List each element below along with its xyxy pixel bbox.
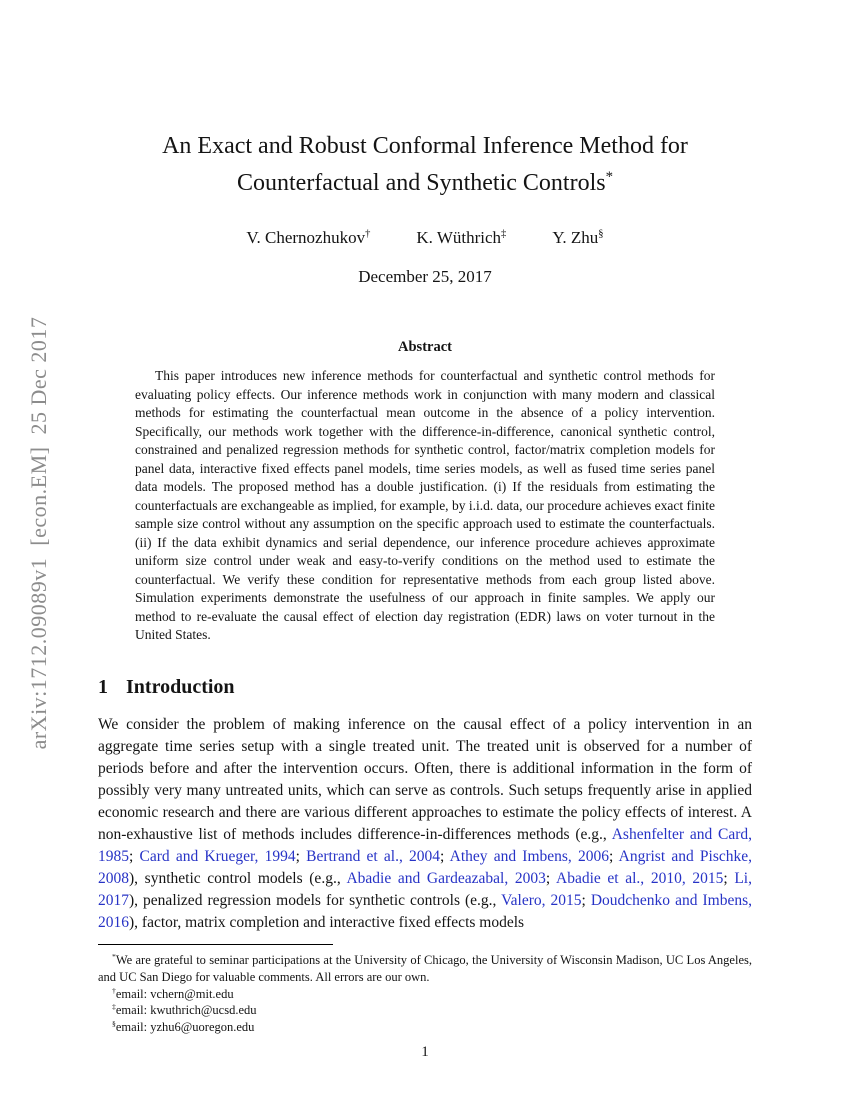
section-heading	[98, 676, 752, 699]
paper-title	[0, 128, 850, 202]
text-segment: ;	[609, 848, 619, 865]
intro-paragraph	[98, 714, 752, 934]
citation-link[interactable]: Card and Krueger, 1994	[139, 848, 296, 865]
title-footnote-mark: *	[605, 169, 614, 185]
section-number: 1	[98, 676, 108, 698]
author-list	[0, 228, 850, 248]
citation-link[interactable]: Angrist and Pischke, 2008	[98, 848, 752, 887]
footnote-mark: §	[112, 1019, 116, 1029]
title-line-2-text: Counterfactual and Synthetic Controls	[236, 170, 606, 196]
title-line-1: An Exact and Robust Conformal Inference Method for	[162, 133, 688, 159]
footnote-mark: ‡	[112, 1002, 116, 1012]
paper-date: December 25, 2017	[358, 267, 492, 286]
author-footnote-mark: ‡	[501, 228, 507, 240]
author-name: V. Chernozhukov	[246, 228, 366, 247]
text-segment: ), factor, matrix completion and interactive fixed effects models	[129, 914, 525, 931]
section-title: Introduction	[126, 676, 235, 698]
footnote-email-3	[98, 1019, 752, 1036]
text-segment: ), penalized regression models for synthetic controls (e.g.,	[129, 892, 502, 909]
page-number: 1	[421, 1044, 429, 1060]
footnote-text: We are grateful to seminar participations at the University of Chicago, the University of Wisconsin Madison, UC Los Angeles, and UC San Diego for valuable comments. All errors are our own.	[98, 953, 752, 984]
text-segment: ), synthetic control models (e.g.,	[129, 870, 347, 887]
footnote-rule	[98, 944, 333, 945]
footnote-text: email: kwuthrich@ucsd.edu	[115, 1003, 257, 1018]
text-segment: ;	[581, 892, 591, 909]
citation-link[interactable]: Bertrand et al., 2004	[306, 848, 441, 865]
footnote-email-1	[98, 986, 752, 1003]
text-segment: ;	[295, 848, 307, 865]
footnotes	[98, 944, 752, 1036]
text-segment: ;	[129, 848, 140, 865]
abstract-text: This paper introduces new inference methods for counterfactual and synthetic control methods for evaluating policy effects. Our inference methods work in conjunction with many modern and classical methods for estimating the counterfactual mean outcome in the absence of a policy intervention. Specifically, our methods work together with the difference-in-difference, canonical synthetic control, constrained and penalized regression methods for synthetic control, factor/matrix completion models for panel data, interactive fixed effects panel models, time series models, as well as fused time series panel data models. The proposed method has a double justification. (i) If the residuals from estimating the counterfactuals are exchangeable as implied, for example, by i.i.d. data, our procedure achieves exact finite sample size control without any assumption on the specific approach used to estimate the counterfactuals. (ii) If the data exhibit dynamics and serial dependence, our inference procedure achieves approximate uniform size control under weak and easy-to-verify conditions on the method used to estimate the counterfactual. We verify these condition for representative methods from each group listed above. Simulation experiments demonstrate the usefulness of our approach in finite samples. We apply our method to re-evaluate the causal effect of election day registration (EDR) laws on voter turnout in the United States.	[135, 368, 715, 642]
citation-link[interactable]: Doudchenko and Imbens, 2016	[98, 892, 752, 931]
title-line-2	[0, 165, 850, 202]
citation-link[interactable]: Li, 2017	[98, 870, 752, 909]
footnote-acknowledgement	[98, 952, 752, 986]
author-footnote-mark: §	[598, 228, 604, 240]
author-2	[416, 228, 506, 248]
text-segment: ;	[545, 870, 556, 887]
abstract-heading: Abstract	[398, 339, 452, 355]
citation-link[interactable]: Ashenfelter and Card, 1985	[98, 826, 753, 865]
footnote-mark: *	[112, 951, 116, 961]
citation-link[interactable]: Valero, 2015	[501, 892, 582, 909]
footnote-email-2	[98, 1002, 752, 1019]
footnote-mark: †	[112, 985, 116, 995]
arxiv-watermark: arXiv:1712.09089v1 [econ.EM] 25 Dec 2017	[26, 316, 51, 750]
citation-link[interactable]: Abadie and Gardeazabal, 2003	[346, 870, 546, 887]
text-segment: ;	[440, 848, 450, 865]
author-name: Y. Zhu	[552, 228, 599, 247]
author-footnote-mark: †	[365, 228, 371, 240]
author-3	[552, 228, 603, 248]
text-segment: ;	[723, 870, 735, 887]
footnote-text: email: yzhu6@uoregon.edu	[115, 1020, 255, 1035]
citation-link[interactable]: Abadie et al., 2010, 2015	[556, 870, 724, 887]
author-name: K. Wüthrich	[416, 228, 502, 247]
abstract-section	[135, 339, 715, 645]
author-1	[246, 228, 370, 248]
footnote-text: email: vchern@mit.edu	[115, 986, 234, 1001]
text-segment: We consider the problem of making inference on the causal effect of a policy intervention in an aggregate time series setup with a single treated unit. The treated unit is observed for a number of periods before and after the intervention occurs. Often, there is additional information in the form of possibly very many untreated units, which can serve as controls. Such setups frequently arise in applied economic research and there are various different approaches to estimate the policy effects of interest. A non-exhaustive list of methods includes difference-in-differences methods (e.g.,	[98, 716, 752, 843]
citation-link[interactable]: Athey and Imbens, 2006	[449, 848, 609, 865]
